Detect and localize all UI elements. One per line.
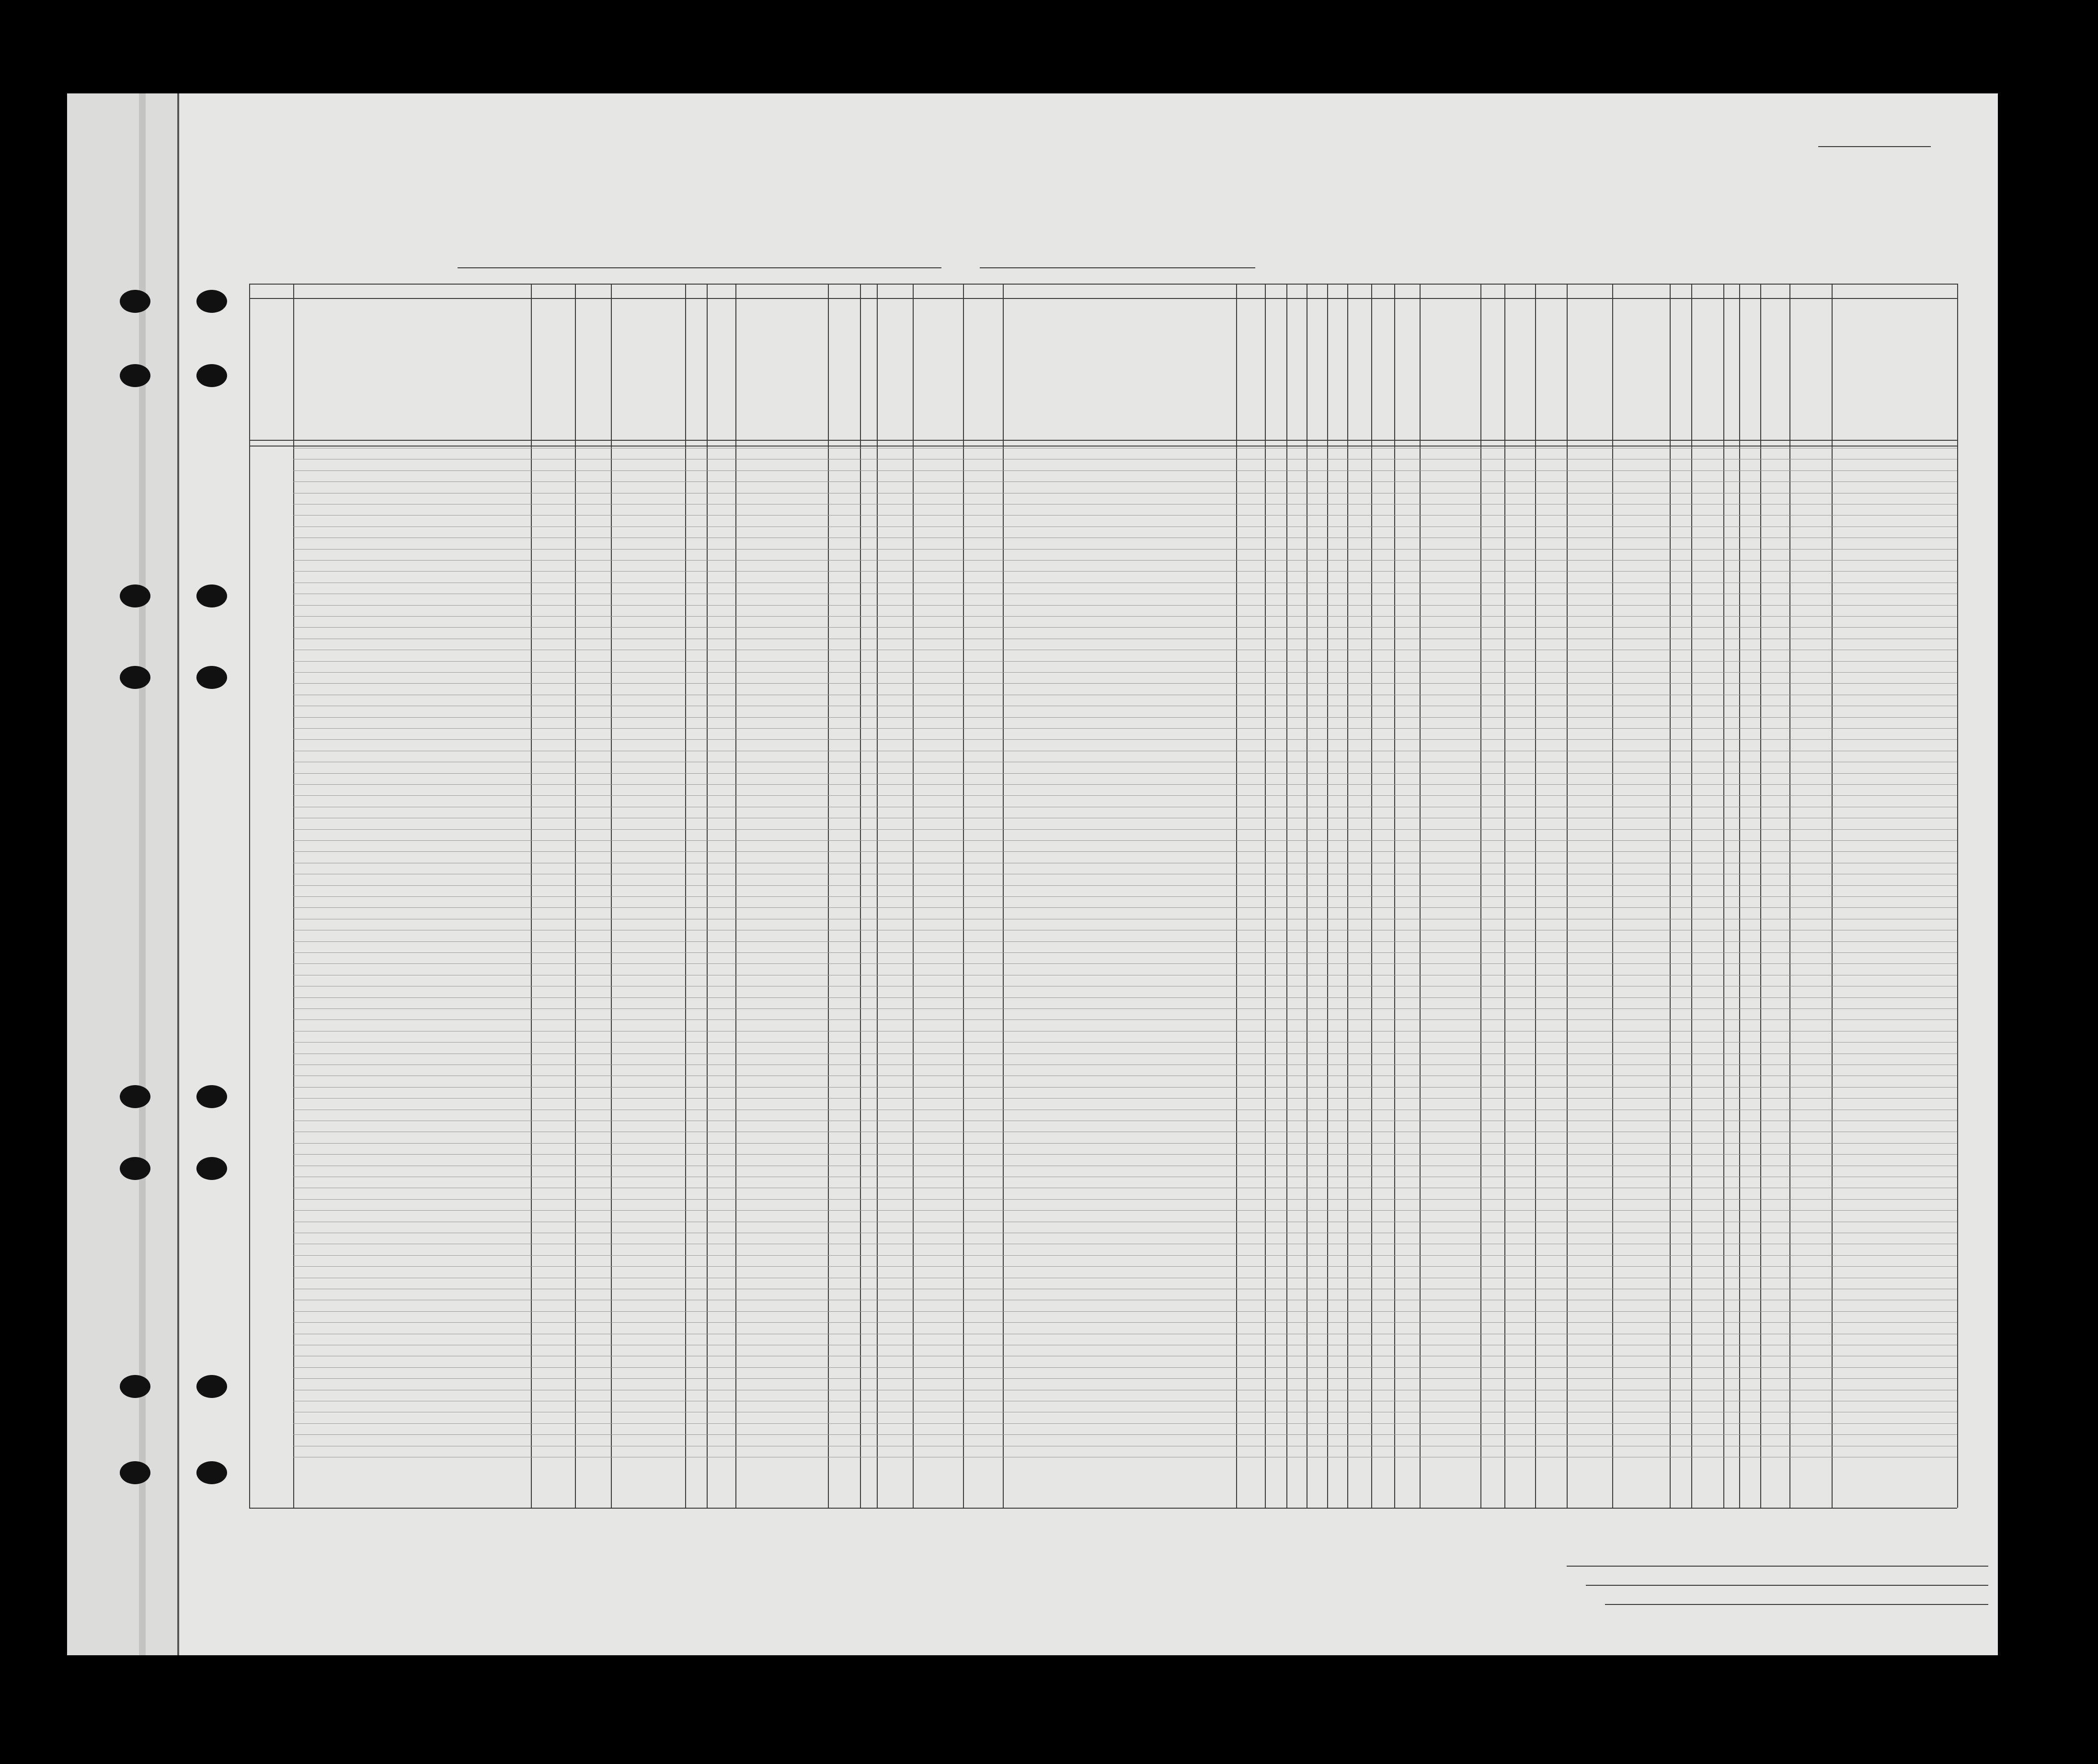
ruled-line: [293, 571, 1957, 572]
grid-column-line: [877, 284, 878, 1508]
ruled-line: [293, 1098, 1957, 1099]
ruled-line: [293, 560, 1957, 561]
grid-column-line: [1003, 284, 1004, 1508]
grid-column-line: [611, 284, 612, 1508]
footer-line: [1586, 1585, 1988, 1586]
ruled-line: [293, 683, 1957, 684]
punch-hole: [120, 290, 150, 313]
ruled-line: [293, 1322, 1957, 1323]
footer-line: [1605, 1604, 1988, 1605]
ruled-line: [293, 549, 1957, 550]
grid-column-line: [1347, 284, 1348, 1508]
ruled-line: [293, 997, 1957, 998]
punch-hole: [196, 1375, 227, 1398]
grid-column-line: [249, 284, 250, 1508]
ruled-line: [293, 851, 1957, 852]
grid-header-bottom-2: [249, 446, 1957, 447]
ruled-line: [293, 795, 1957, 796]
ruled-line: [293, 840, 1957, 841]
ruled-line: [293, 1199, 1957, 1200]
grid-column-line: [1480, 284, 1481, 1508]
punch-hole: [120, 364, 150, 387]
grid-column-line: [828, 284, 829, 1508]
grid-column-line: [1957, 284, 1958, 1508]
ruled-line: [293, 896, 1957, 897]
ruled-line: [293, 784, 1957, 785]
ruled-line: [293, 941, 1957, 942]
grid-column-line: [1327, 284, 1328, 1508]
grid-colnum-bottom: [249, 298, 1957, 299]
ruled-line: [293, 661, 1957, 662]
grid-bottom: [249, 1508, 1957, 1509]
ruled-line: [293, 1087, 1957, 1088]
ruled-line: [293, 907, 1957, 908]
grid-column-line: [735, 284, 736, 1508]
grid-column-line: [1371, 284, 1372, 1508]
ruled-line: [293, 1434, 1957, 1435]
punch-hole: [120, 1461, 150, 1484]
grid-column-line: [1612, 284, 1613, 1508]
grid-column-line: [707, 284, 708, 1508]
ruled-line: [293, 773, 1957, 774]
footer-line: [1567, 1566, 1988, 1567]
left-previous-page: [67, 93, 179, 1655]
ruled-line: [293, 672, 1957, 673]
grid-header-bottom: [249, 440, 1957, 441]
grid-column-line: [293, 284, 294, 1508]
punch-hole: [120, 1375, 150, 1398]
page-fold: [139, 93, 146, 1655]
ruled-line: [293, 1266, 1957, 1267]
punch-hole: [120, 1085, 150, 1108]
ruled-line: [293, 885, 1957, 886]
manifest-sheet: [67, 93, 1998, 1655]
grid-column-line: [963, 284, 964, 1508]
grid-column-line: [531, 284, 532, 1508]
ruled-line: [293, 616, 1957, 617]
grid-column-line: [1723, 284, 1724, 1508]
ruled-line: [293, 605, 1957, 606]
punch-hole: [120, 666, 150, 689]
ruled-line: [293, 1019, 1957, 1020]
ruled-line: [293, 1154, 1957, 1155]
ruled-line: [293, 1423, 1957, 1424]
grid-column-line: [685, 284, 686, 1508]
grid-column-line: [1567, 284, 1568, 1508]
punch-hole: [196, 1461, 227, 1484]
grid-column-line: [1832, 284, 1833, 1508]
grid-column-line: [1265, 284, 1266, 1508]
punch-hole: [196, 584, 227, 607]
grid-column-line: [913, 284, 914, 1508]
ruled-line: [293, 470, 1957, 471]
ruled-line: [293, 717, 1957, 718]
punch-hole: [196, 364, 227, 387]
punch-hole: [196, 1085, 227, 1108]
date-line: [980, 267, 1255, 268]
grid-column-line: [1504, 284, 1505, 1508]
ruled-line: [293, 728, 1957, 729]
punch-hole: [196, 666, 227, 689]
grid-column-line: [1789, 284, 1790, 1508]
punch-hole: [120, 584, 150, 607]
ruled-line: [293, 1210, 1957, 1211]
punch-hole: [196, 1157, 227, 1180]
grid-column-line: [1394, 284, 1395, 1508]
grid-column-line: [1236, 284, 1237, 1508]
ruled-line: [293, 627, 1957, 628]
ruled-line: [293, 952, 1957, 953]
list-line: [1818, 146, 1931, 147]
ruled-line: [293, 1255, 1957, 1256]
ruled-line: [293, 829, 1957, 830]
ruled-line: [293, 1143, 1957, 1144]
ruled-line: [293, 481, 1957, 482]
port-line: [458, 267, 941, 268]
grid-column-line: [1691, 284, 1692, 1508]
ruled-line: [293, 1367, 1957, 1368]
grid-column-line: [575, 284, 576, 1508]
ruled-line: [293, 1008, 1957, 1009]
grid-column-line: [1760, 284, 1761, 1508]
grid-column-line: [1670, 284, 1671, 1508]
ruled-line: [293, 739, 1957, 740]
grid-column-line: [1286, 284, 1287, 1508]
punch-hole: [120, 1157, 150, 1180]
ruled-line: [293, 963, 1957, 964]
grid-column-line: [1420, 284, 1421, 1508]
grid-column-line: [860, 284, 861, 1508]
ruled-line: [293, 1378, 1957, 1379]
punch-hole: [196, 290, 227, 313]
grid-column-line: [1535, 284, 1536, 1508]
ruled-line: [293, 1311, 1957, 1312]
grid-column-line: [1739, 284, 1740, 1508]
grid-top: [249, 284, 1957, 285]
